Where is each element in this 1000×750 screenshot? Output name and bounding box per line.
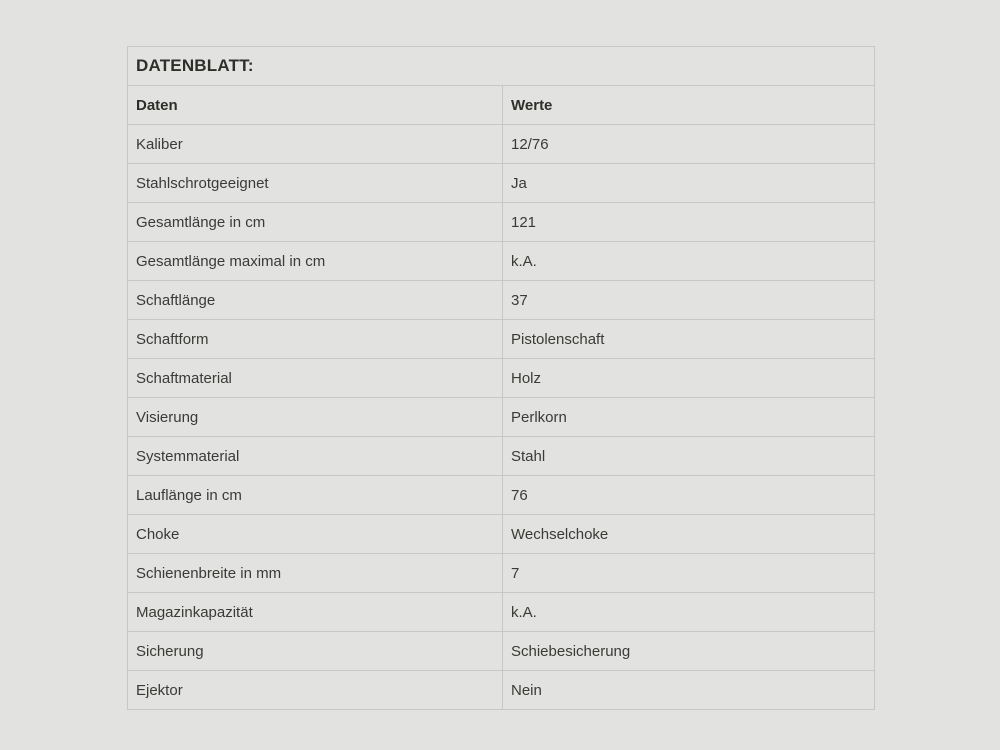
column-header-daten: Daten — [128, 86, 503, 124]
table-row — [128, 632, 874, 671]
row-label: Stahlschrotgeeignet — [128, 164, 503, 202]
row-label: Schaftform — [128, 320, 503, 358]
table-row — [128, 515, 874, 554]
row-label: Schienenbreite in mm — [128, 554, 503, 592]
row-label: Schaftlänge — [128, 281, 503, 319]
row-value: Holz — [511, 369, 542, 387]
row-value: k.A. — [511, 252, 537, 270]
table-row — [128, 476, 874, 515]
row-label: Sicherung — [128, 632, 503, 670]
row-value: Perlkorn — [511, 408, 567, 426]
table-row — [128, 671, 874, 710]
datasheet-title: DATENBLATT: — [136, 56, 254, 75]
column-header-werte: Werte — [511, 96, 553, 114]
table-row — [128, 320, 874, 359]
datasheet-table — [127, 46, 875, 710]
row-label: Kaliber — [128, 125, 503, 163]
row-label: Systemmaterial — [128, 437, 503, 475]
row-value: Ja — [511, 174, 527, 192]
row-value: 121 — [511, 213, 537, 231]
table-row — [128, 398, 874, 437]
row-label: Lauflänge in cm — [128, 476, 503, 514]
row-value: 7 — [511, 564, 520, 582]
row-label: Choke — [128, 515, 503, 553]
table-body — [128, 125, 874, 710]
row-label: Gesamtlänge maximal in cm — [128, 242, 503, 280]
row-value: 37 — [511, 291, 528, 309]
table-row — [128, 593, 874, 632]
table-row — [128, 281, 874, 320]
row-label: Gesamtlänge in cm — [128, 203, 503, 241]
row-value: 76 — [511, 486, 528, 504]
row-label: Ejektor — [128, 671, 503, 709]
row-label: Schaftmaterial — [128, 359, 503, 397]
row-label: Visierung — [128, 398, 503, 436]
row-value: k.A. — [511, 603, 537, 621]
row-value: Nein — [511, 681, 542, 699]
table-row — [128, 359, 874, 398]
table-row — [128, 554, 874, 593]
row-value: Stahl — [511, 447, 546, 465]
row-value: Pistolenschaft — [511, 330, 605, 348]
table-row — [128, 437, 874, 476]
table-header-row — [128, 86, 874, 125]
row-value: Wechselchoke — [511, 525, 609, 543]
table-row — [128, 164, 874, 203]
row-label: Magazinkapazität — [128, 593, 503, 631]
table-row — [128, 242, 874, 281]
datasheet-title-row — [128, 47, 874, 86]
row-value: Schiebesicherung — [511, 642, 631, 660]
table-row — [128, 203, 874, 242]
row-value: 12/76 — [511, 135, 549, 153]
table-row — [128, 125, 874, 164]
